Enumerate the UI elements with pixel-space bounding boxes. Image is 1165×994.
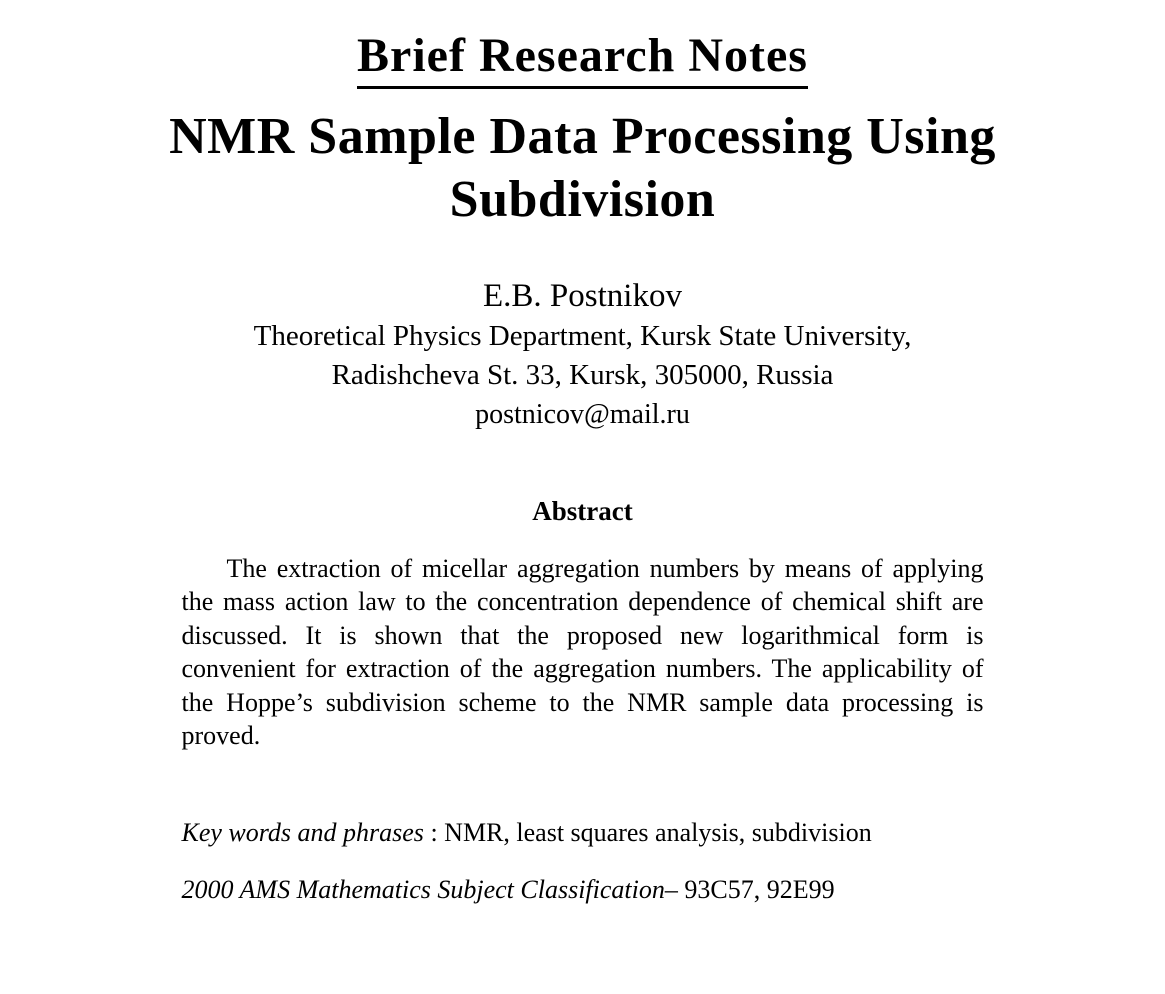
abstract-text: The extraction of micellar aggregation numbers by means of applying the mass action law to the concentration dependence of chemical shift are discussed. It is shown that the proposed new logarithmical form is convenient for extraction of the aggregation numbers. The applicability of the Hoppe’s subdivision scheme to the NMR sample data processing is proved. (181, 553, 984, 751)
author-block (0, 275, 1165, 434)
paper-header (0, 30, 1165, 434)
classification-line (182, 873, 984, 907)
abstract-section (182, 494, 984, 753)
series-title: Brief Research Notes (357, 30, 808, 89)
keywords-line (182, 816, 984, 850)
keywords-label: Key words and phrases (181, 817, 424, 847)
author-name: E.B. Postnikov (483, 277, 682, 314)
keywords-value: NMR, least squares analysis, subdivision (444, 817, 872, 847)
paper-title: NMR Sample Data Processing Using Subdivision (169, 107, 996, 228)
paper-content (182, 494, 984, 907)
classification-label: 2000 AMS Mathematics Subject Classification– (181, 875, 678, 905)
abstract-heading: Abstract (532, 495, 633, 526)
author-email: postnicov@mail.ru (475, 398, 690, 430)
keywords-separator: : (423, 817, 445, 847)
series-title-wrap (0, 30, 1165, 89)
affiliation-line-2: Radishcheva St. 33, Kursk, 305000, Russia (331, 358, 834, 391)
affiliation-line-1: Theoretical Physics Department, Kursk State University, (253, 319, 912, 352)
classification-value: 93C57, 92E99 (684, 875, 835, 905)
